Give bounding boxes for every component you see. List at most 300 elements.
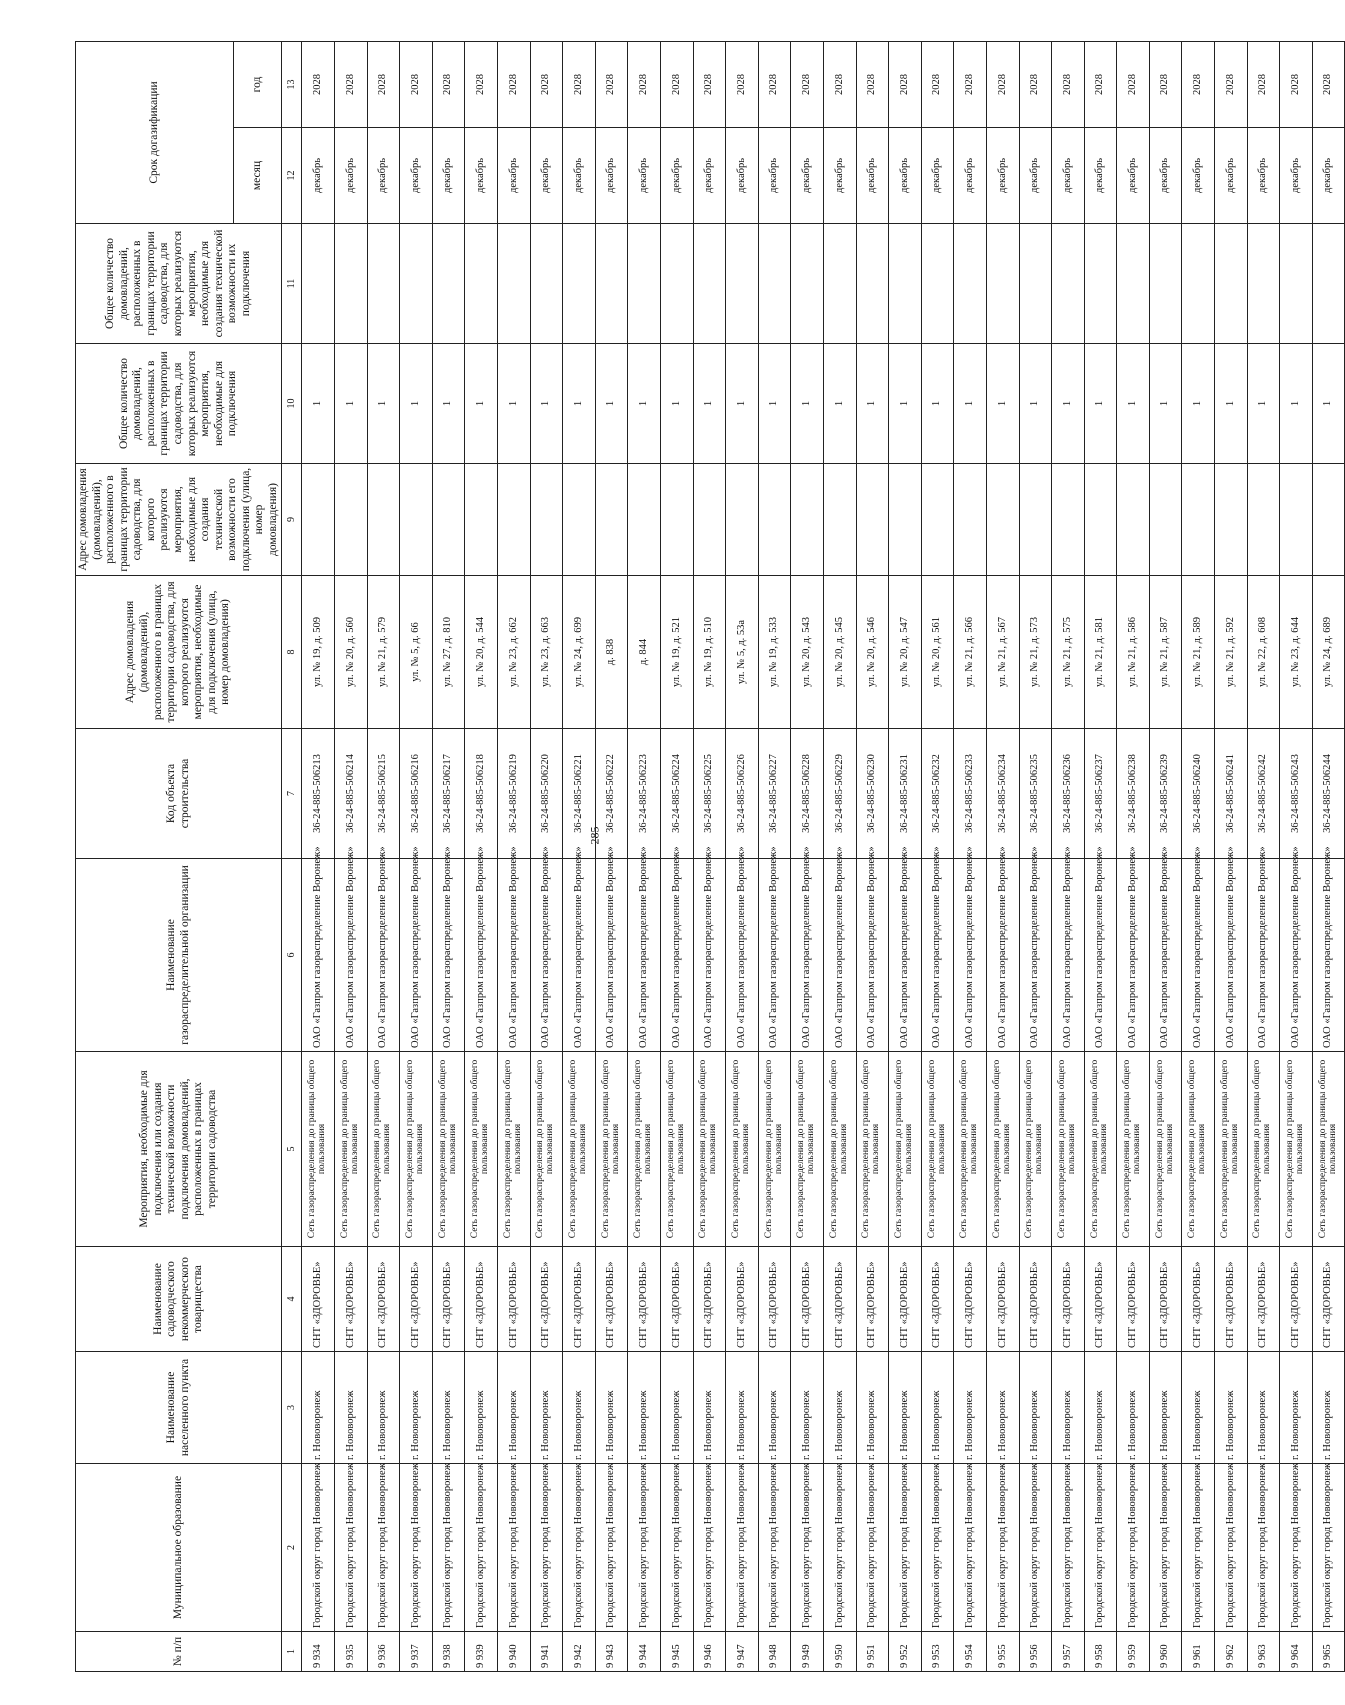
table-row [693, 42, 726, 1672]
snt-name-cell: СНТ «ЗДОРОВЬЕ» [1280, 1247, 1313, 1352]
snt-name-cell: СНТ «ЗДОРОВЬЕ» [1149, 1247, 1182, 1352]
event-cell: Сеть газораспределения до границы общего пользования [1052, 1052, 1085, 1247]
count-tech-cell [856, 224, 889, 344]
snt-name-cell: СНТ «ЗДОРОВЬЕ» [335, 1247, 368, 1352]
year-cell: 2028 [498, 42, 531, 128]
count-tech-cell [1052, 224, 1085, 344]
count-tech-cell [498, 224, 531, 344]
snt-name-cell: СНТ «ЗДОРОВЬЕ» [498, 1247, 531, 1352]
month-cell: декабрь [954, 128, 987, 224]
snt-name-cell: СНТ «ЗДОРОВЬЕ» [1247, 1247, 1280, 1352]
row-number: 9 950 [823, 1632, 856, 1672]
settlement-cell: г. Нововоронеж [823, 1352, 856, 1464]
table-row [432, 42, 465, 1672]
year-cell: 2028 [302, 42, 335, 128]
table-row [367, 42, 400, 1672]
event-cell: Сеть газораспределения до границы общего пользования [465, 1052, 498, 1247]
count-tech-cell [823, 224, 856, 344]
count-cell: 1 [1247, 344, 1280, 464]
address-cell: д. 838 [595, 576, 628, 729]
address-tech-cell [954, 464, 987, 576]
event-cell: Сеть газораспределения до границы общего пользования [1149, 1052, 1182, 1247]
year-cell: 2028 [1149, 42, 1182, 128]
snt-name-cell: СНТ «ЗДОРОВЬЕ» [595, 1247, 628, 1352]
address-cell: ул. № 5, д. 53а [726, 576, 759, 729]
count-tech-cell [1117, 224, 1150, 344]
count-tech-cell [465, 224, 498, 344]
year-cell: 2028 [1182, 42, 1215, 128]
snt-name-cell: СНТ «ЗДОРОВЬЕ» [628, 1247, 661, 1352]
address-cell: ул. № 24, д. 689 [1312, 576, 1345, 729]
address-tech-cell [660, 464, 693, 576]
column-number: 13 [282, 42, 302, 128]
address-cell: ул. № 21, д. 589 [1182, 576, 1215, 729]
header-col-9: Адрес домовладения (домовладений), расположенного в границах территории садоводства, для которого реализуются мероприятия, необходимые для создания технической возможности его подключения (улица, номер домовладения) [76, 464, 282, 576]
address-cell: ул. № 19, д. 510 [693, 576, 726, 729]
year-cell: 2028 [660, 42, 693, 128]
event-cell: Сеть газораспределения до границы общего пользования [530, 1052, 563, 1247]
table-row [335, 42, 368, 1672]
settlement-cell: г. Нововоронеж [498, 1352, 531, 1464]
address-cell: ул. № 21, д. 579 [367, 576, 400, 729]
month-cell: декабрь [1019, 128, 1052, 224]
year-cell: 2028 [335, 42, 368, 128]
settlement-cell: г. Нововоронеж [1149, 1352, 1182, 1464]
address-cell: ул. № 19, д. 521 [660, 576, 693, 729]
object-code-cell: 36-24-885-506233 [954, 729, 987, 859]
table-row [1312, 42, 1345, 1672]
count-cell: 1 [1182, 344, 1215, 464]
settlement-cell: г. Нововоронеж [1117, 1352, 1150, 1464]
settlement-cell: г. Нововоронеж [660, 1352, 693, 1464]
event-cell: Сеть газораспределения до границы общего пользования [563, 1052, 596, 1247]
address-tech-cell [1280, 464, 1313, 576]
column-number: 6 [282, 859, 302, 1052]
count-tech-cell [660, 224, 693, 344]
count-tech-cell [1149, 224, 1182, 344]
year-cell: 2028 [1312, 42, 1345, 128]
object-code-cell: 36-24-885-506238 [1117, 729, 1150, 859]
settlement-cell: г. Нововоронеж [1280, 1352, 1313, 1464]
address-tech-cell [400, 464, 433, 576]
gas-org-cell: ОАО «Газпром газораспределение Воронеж» [954, 859, 987, 1052]
object-code-cell: 36-24-885-506218 [465, 729, 498, 859]
row-number: 9 964 [1280, 1632, 1313, 1672]
header-col-4: Наименование садоводческого некоммерческого товарищества [76, 1247, 282, 1352]
row-number: 9 936 [367, 1632, 400, 1672]
settlement-cell: г. Нововоронеж [465, 1352, 498, 1464]
table-row [628, 42, 661, 1672]
count-tech-cell [758, 224, 791, 344]
count-cell: 1 [302, 344, 335, 464]
year-cell: 2028 [530, 42, 563, 128]
month-cell: декабрь [400, 128, 433, 224]
month-cell: декабрь [498, 128, 531, 224]
settlement-cell: г. Нововоронеж [889, 1352, 922, 1464]
object-code-cell: 36-24-885-506244 [1312, 729, 1345, 859]
month-cell: декабрь [628, 128, 661, 224]
event-cell: Сеть газораспределения до границы общего пользования [921, 1052, 954, 1247]
object-code-cell: 36-24-885-506216 [400, 729, 433, 859]
settlement-cell: г. Нововоронеж [432, 1352, 465, 1464]
object-code-cell: 36-24-885-506231 [889, 729, 922, 859]
municipality-cell: Городской округ город Нововоронеж [660, 1464, 693, 1632]
municipality-cell: Городской округ город Нововоронеж [1149, 1464, 1182, 1632]
address-cell: ул. № 21, д. 587 [1149, 576, 1182, 729]
month-cell: декабрь [693, 128, 726, 224]
gas-org-cell: ОАО «Газпром газораспределение Воронеж» [921, 859, 954, 1052]
municipality-cell: Городской округ город Нововоронеж [563, 1464, 596, 1632]
gas-org-cell: ОАО «Газпром газораспределение Воронеж» [302, 859, 335, 1052]
object-code-cell: 36-24-885-506235 [1019, 729, 1052, 859]
year-cell: 2028 [1215, 42, 1248, 128]
snt-name-cell: СНТ «ЗДОРОВЬЕ» [1117, 1247, 1150, 1352]
municipality-cell: Городской округ город Нововоронеж [986, 1464, 1019, 1632]
event-cell: Сеть газораспределения до границы общего пользования [1247, 1052, 1280, 1247]
month-cell: декабрь [335, 128, 368, 224]
year-cell: 2028 [400, 42, 433, 128]
settlement-cell: г. Нововоронеж [1019, 1352, 1052, 1464]
event-cell: Сеть газораспределения до границы общего пользования [758, 1052, 791, 1247]
address-tech-cell [726, 464, 759, 576]
snt-name-cell: СНТ «ЗДОРОВЬЕ» [465, 1247, 498, 1352]
row-number: 9 962 [1215, 1632, 1248, 1672]
count-tech-cell [791, 224, 824, 344]
row-number: 9 939 [465, 1632, 498, 1672]
count-cell: 1 [595, 344, 628, 464]
address-tech-cell [465, 464, 498, 576]
table-row [758, 42, 791, 1672]
year-cell: 2028 [693, 42, 726, 128]
table-row [954, 42, 987, 1672]
year-cell: 2028 [432, 42, 465, 128]
month-cell: декабрь [367, 128, 400, 224]
header-col-1: № п/п [76, 1632, 282, 1672]
gas-org-cell: ОАО «Газпром газораспределение Воронеж» [465, 859, 498, 1052]
count-cell: 1 [823, 344, 856, 464]
table-row [400, 42, 433, 1672]
year-cell: 2028 [791, 42, 824, 128]
address-cell: ул. № 23, д. 663 [530, 576, 563, 729]
count-cell: 1 [921, 344, 954, 464]
address-tech-cell [1182, 464, 1215, 576]
row-number: 9 937 [400, 1632, 433, 1672]
address-cell: ул. № 19, д. 509 [302, 576, 335, 729]
column-number: 3 [282, 1352, 302, 1464]
count-tech-cell [400, 224, 433, 344]
address-tech-cell [889, 464, 922, 576]
count-tech-cell [726, 224, 759, 344]
table-row [1182, 42, 1215, 1672]
row-number: 9 946 [693, 1632, 726, 1672]
count-cell: 1 [400, 344, 433, 464]
header-col-12: месяц [233, 128, 282, 224]
gas-org-cell: ОАО «Газпром газораспределение Воронеж» [1182, 859, 1215, 1052]
month-cell: декабрь [1215, 128, 1248, 224]
address-tech-cell [921, 464, 954, 576]
count-cell: 1 [1280, 344, 1313, 464]
municipality-cell: Городской округ город Нововоронеж [856, 1464, 889, 1632]
column-number: 1 [282, 1632, 302, 1672]
event-cell: Сеть газораспределения до границы общего пользования [1280, 1052, 1313, 1247]
month-cell: декабрь [1052, 128, 1085, 224]
settlement-cell: г. Нововоронеж [1312, 1352, 1345, 1464]
object-code-cell: 36-24-885-506243 [1280, 729, 1313, 859]
month-cell: декабрь [465, 128, 498, 224]
table-row [563, 42, 596, 1672]
month-cell: декабрь [921, 128, 954, 224]
count-tech-cell [954, 224, 987, 344]
gas-org-cell: ОАО «Газпром газораспределение Воронеж» [1052, 859, 1085, 1052]
gas-org-cell: ОАО «Газпром газораспределение Воронеж» [726, 859, 759, 1052]
year-cell: 2028 [1280, 42, 1313, 128]
municipality-cell: Городской округ город Нововоронеж [335, 1464, 368, 1632]
event-cell: Сеть газораспределения до границы общего пользования [889, 1052, 922, 1247]
row-number: 9 957 [1052, 1632, 1085, 1672]
snt-name-cell: СНТ «ЗДОРОВЬЕ» [1052, 1247, 1085, 1352]
gas-org-cell: ОАО «Газпром газораспределение Воронеж» [1117, 859, 1150, 1052]
object-code-cell: 36-24-885-506220 [530, 729, 563, 859]
row-number: 9 956 [1019, 1632, 1052, 1672]
address-tech-cell [1149, 464, 1182, 576]
settlement-cell: г. Нововоронеж [1052, 1352, 1085, 1464]
count-cell: 1 [1117, 344, 1150, 464]
month-cell: декабрь [563, 128, 596, 224]
gas-org-cell: ОАО «Газпром газораспределение Воронеж» [400, 859, 433, 1052]
event-cell: Сеть газораспределения до границы общего пользования [302, 1052, 335, 1247]
address-cell: ул. № 21, д. 566 [954, 576, 987, 729]
year-cell: 2028 [1019, 42, 1052, 128]
address-cell: ул. № 27, д. 810 [432, 576, 465, 729]
address-tech-cell [1215, 464, 1248, 576]
municipality-cell: Городской округ город Нововоронеж [1312, 1464, 1345, 1632]
address-tech-cell [628, 464, 661, 576]
year-cell: 2028 [563, 42, 596, 128]
municipality-cell: Городской округ город Нововоронеж [1084, 1464, 1117, 1632]
settlement-cell: г. Нововоронеж [367, 1352, 400, 1464]
snt-name-cell: СНТ «ЗДОРОВЬЕ» [921, 1247, 954, 1352]
row-number: 9 947 [726, 1632, 759, 1672]
row-number: 9 965 [1312, 1632, 1345, 1672]
settlement-cell: г. Нововоронеж [595, 1352, 628, 1464]
municipality-cell: Городской округ город Нововоронеж [791, 1464, 824, 1632]
event-cell: Сеть газораспределения до границы общего пользования [1215, 1052, 1248, 1247]
snt-name-cell: СНТ «ЗДОРОВЬЕ» [367, 1247, 400, 1352]
count-tech-cell [1019, 224, 1052, 344]
address-cell: ул. № 21, д. 567 [986, 576, 1019, 729]
year-cell: 2028 [1247, 42, 1280, 128]
object-code-cell: 36-24-885-506242 [1247, 729, 1280, 859]
page-number: 285 [587, 826, 602, 845]
settlement-cell: г. Нововоронеж [986, 1352, 1019, 1464]
settlement-cell: г. Нововоронеж [954, 1352, 987, 1464]
address-cell: ул. № 23, д. 644 [1280, 576, 1313, 729]
settlement-cell: г. Нововоронеж [1215, 1352, 1248, 1464]
event-cell: Сеть газораспределения до границы общего пользования [400, 1052, 433, 1247]
object-code-cell: 36-24-885-506234 [986, 729, 1019, 859]
count-tech-cell [432, 224, 465, 344]
snt-name-cell: СНТ «ЗДОРОВЬЕ» [758, 1247, 791, 1352]
row-number: 9 961 [1182, 1632, 1215, 1672]
object-code-cell: 36-24-885-506214 [335, 729, 368, 859]
gas-org-cell: ОАО «Газпром газораспределение Воронеж» [986, 859, 1019, 1052]
municipality-cell: Городской округ город Нововоронеж [465, 1464, 498, 1632]
settlement-cell: г. Нововоронеж [921, 1352, 954, 1464]
count-tech-cell [889, 224, 922, 344]
month-cell: декабрь [1149, 128, 1182, 224]
header-col-10: Общее количество домовладений, расположенных в границах территории садоводства, для которых реализуются мероприятия, необходимые для подключения [76, 344, 282, 464]
table-body [302, 42, 1345, 1672]
snt-name-cell: СНТ «ЗДОРОВЬЕ» [660, 1247, 693, 1352]
address-tech-cell [823, 464, 856, 576]
address-tech-cell [1312, 464, 1345, 576]
event-cell: Сеть газораспределения до границы общего пользования [954, 1052, 987, 1247]
event-cell: Сеть газораспределения до границы общего пользования [595, 1052, 628, 1247]
gas-org-cell: ОАО «Газпром газораспределение Воронеж» [1149, 859, 1182, 1052]
municipality-cell: Городской округ город Нововоронеж [595, 1464, 628, 1632]
snt-name-cell: СНТ «ЗДОРОВЬЕ» [1182, 1247, 1215, 1352]
municipality-cell: Городской округ город Нововоронеж [1117, 1464, 1150, 1632]
address-tech-cell [1052, 464, 1085, 576]
header-col-7: Код объекта строительства [76, 729, 282, 859]
settlement-cell: г. Нововоронеж [758, 1352, 791, 1464]
year-cell: 2028 [367, 42, 400, 128]
year-cell: 2028 [595, 42, 628, 128]
municipality-cell: Городской округ город Нововоронеж [432, 1464, 465, 1632]
municipality-cell: Городской округ город Нововоронеж [1247, 1464, 1280, 1632]
count-cell: 1 [628, 344, 661, 464]
gas-org-cell: ОАО «Газпром газораспределение Воронеж» [693, 859, 726, 1052]
address-tech-cell [693, 464, 726, 576]
municipality-cell: Городской округ город Нововоронеж [302, 1464, 335, 1632]
settlement-cell: г. Нововоронеж [400, 1352, 433, 1464]
year-cell: 2028 [921, 42, 954, 128]
settlement-cell: г. Нововоронеж [563, 1352, 596, 1464]
event-cell: Сеть газораспределения до границы общего пользования [856, 1052, 889, 1247]
object-code-cell: 36-24-885-506236 [1052, 729, 1085, 859]
snt-name-cell: СНТ «ЗДОРОВЬЕ» [889, 1247, 922, 1352]
count-cell: 1 [465, 344, 498, 464]
year-cell: 2028 [1084, 42, 1117, 128]
table-row [1280, 42, 1313, 1672]
address-tech-cell [498, 464, 531, 576]
year-cell: 2028 [628, 42, 661, 128]
snt-name-cell: СНТ «ЗДОРОВЬЕ» [563, 1247, 596, 1352]
settlement-cell: г. Нововоронеж [726, 1352, 759, 1464]
year-cell: 2028 [986, 42, 1019, 128]
header-col-3: Наименование населенного пункта [76, 1352, 282, 1464]
table-row [986, 42, 1019, 1672]
snt-name-cell: СНТ «ЗДОРОВЬЕ» [432, 1247, 465, 1352]
address-tech-cell [1117, 464, 1150, 576]
object-code-cell: 36-24-885-506217 [432, 729, 465, 859]
table-row [1247, 42, 1280, 1672]
event-cell: Сеть газораспределения до границы общего пользования [1117, 1052, 1150, 1247]
count-tech-cell [367, 224, 400, 344]
event-cell: Сеть газораспределения до границы общего пользования [628, 1052, 661, 1247]
snt-name-cell: СНТ «ЗДОРОВЬЕ» [986, 1247, 1019, 1352]
table-row [465, 42, 498, 1672]
row-number: 9 945 [660, 1632, 693, 1672]
address-cell: ул. № 23, д. 662 [498, 576, 531, 729]
row-number: 9 959 [1117, 1632, 1150, 1672]
year-cell: 2028 [856, 42, 889, 128]
header-col-2: Муниципальное образование [76, 1464, 282, 1632]
header-col-5: Мероприятия, необходимые для подключения или создания технической возможности подключения домовладений, расположенных в границах территории садоводства [76, 1052, 282, 1247]
month-cell: декабрь [1084, 128, 1117, 224]
year-cell: 2028 [823, 42, 856, 128]
column-number: 11 [282, 224, 302, 344]
object-code-cell: 36-24-885-506225 [693, 729, 726, 859]
count-cell: 1 [1149, 344, 1182, 464]
municipality-cell: Городской округ город Нововоронеж [1280, 1464, 1313, 1632]
snt-name-cell: СНТ «ЗДОРОВЬЕ» [400, 1247, 433, 1352]
municipality-cell: Городской округ город Нововоронеж [693, 1464, 726, 1632]
count-tech-cell [1280, 224, 1313, 344]
address-cell: д. 844 [628, 576, 661, 729]
year-cell: 2028 [889, 42, 922, 128]
municipality-cell: Городской округ город Нововоронеж [758, 1464, 791, 1632]
gas-org-cell: ОАО «Газпром газораспределение Воронеж» [595, 859, 628, 1052]
address-cell: ул. № 20, д. 546 [856, 576, 889, 729]
address-tech-cell [1247, 464, 1280, 576]
gasification-table [75, 41, 1345, 1672]
count-cell: 1 [856, 344, 889, 464]
settlement-cell: г. Нововоронеж [693, 1352, 726, 1464]
row-number: 9 949 [791, 1632, 824, 1672]
gas-org-cell: ОАО «Газпром газораспределение Воронеж» [432, 859, 465, 1052]
gas-org-cell: ОАО «Газпром газораспределение Воронеж» [628, 859, 661, 1052]
count-cell: 1 [986, 344, 1019, 464]
row-number: 9 935 [335, 1632, 368, 1672]
address-cell: ул. № 19, д. 533 [758, 576, 791, 729]
month-cell: декабрь [791, 128, 824, 224]
address-cell: ул. № 21, д. 581 [1084, 576, 1117, 729]
row-number: 9 955 [986, 1632, 1019, 1672]
municipality-cell: Городской округ город Нововоронеж [823, 1464, 856, 1632]
month-cell: декабрь [302, 128, 335, 224]
count-cell: 1 [1019, 344, 1052, 464]
address-tech-cell [335, 464, 368, 576]
count-cell: 1 [791, 344, 824, 464]
settlement-cell: г. Нововоронеж [335, 1352, 368, 1464]
snt-name-cell: СНТ «ЗДОРОВЬЕ» [693, 1247, 726, 1352]
municipality-cell: Городской округ город Нововоронеж [921, 1464, 954, 1632]
object-code-cell: 36-24-885-506215 [367, 729, 400, 859]
header-col-6: Наименование газораспределительной организации [76, 859, 282, 1052]
event-cell: Сеть газораспределения до границы общего пользования [1182, 1052, 1215, 1247]
address-tech-cell [791, 464, 824, 576]
row-number: 9 948 [758, 1632, 791, 1672]
settlement-cell: г. Нововоронеж [1084, 1352, 1117, 1464]
object-code-cell: 36-24-885-506222 [595, 729, 628, 859]
gas-org-cell: ОАО «Газпром газораспределение Воронеж» [758, 859, 791, 1052]
row-number: 9 954 [954, 1632, 987, 1672]
event-cell: Сеть газораспределения до границы общего пользования [432, 1052, 465, 1247]
year-cell: 2028 [465, 42, 498, 128]
snt-name-cell: СНТ «ЗДОРОВЬЕ» [954, 1247, 987, 1352]
address-cell: ул. № 20, д. 547 [889, 576, 922, 729]
count-tech-cell [921, 224, 954, 344]
address-tech-cell [302, 464, 335, 576]
month-cell: декабрь [1182, 128, 1215, 224]
municipality-cell: Городской округ город Нововоронеж [530, 1464, 563, 1632]
gas-org-cell: ОАО «Газпром газораспределение Воронеж» [1247, 859, 1280, 1052]
settlement-cell: г. Нововоронеж [628, 1352, 661, 1464]
settlement-cell: г. Нововоронеж [791, 1352, 824, 1464]
header-col-11: Общее количество домовладений, расположенных в границах территории садоводства, для которых реализуются мероприятия, необходимые для создания технической возможности их подключения [76, 224, 282, 344]
object-code-cell: 36-24-885-506239 [1149, 729, 1182, 859]
